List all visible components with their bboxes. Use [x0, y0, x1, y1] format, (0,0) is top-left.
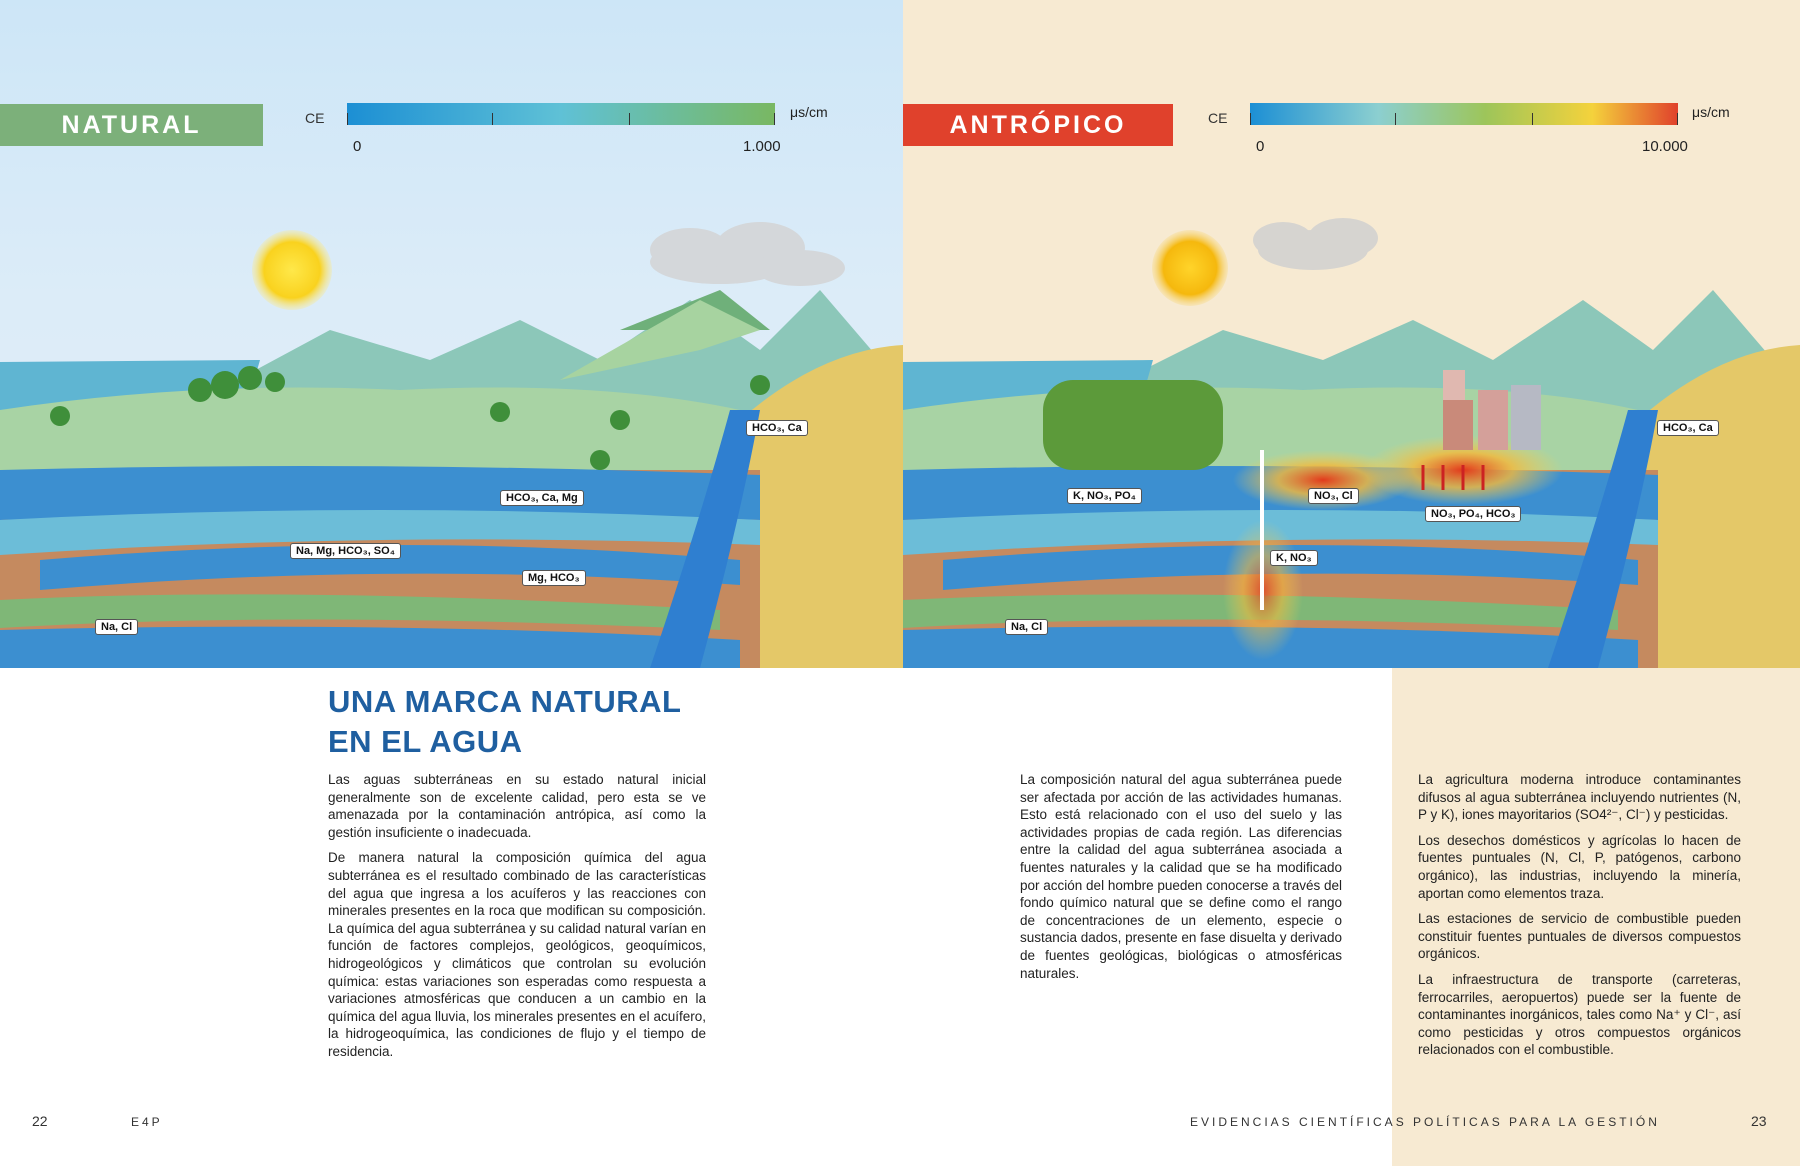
- sun-icon: [252, 230, 332, 310]
- paragraph: Las estaciones de servicio de combustible pueden constituir fuentes puntuales de diversos compuestos orgánicos.: [1418, 911, 1741, 962]
- natural-tag: NATURAL: [0, 104, 263, 146]
- ion-label-k-no3: K, NO₃: [1270, 550, 1318, 566]
- natural-ce-scale-bar: [347, 103, 775, 125]
- article-column-1: [328, 771, 706, 1069]
- ce-label: CE: [305, 110, 325, 126]
- paragraph: La infraestructura de transporte (carreteras, ferrocarriles, aeropuertos) puede ser la fuente de contaminantes inorgánicos, tales como Na⁺ y Cl⁻, así como pesticidas y otros compuestos orgánicos relacionados con el combustible.: [1418, 971, 1741, 1058]
- well-icon: [1260, 450, 1264, 610]
- ion-label-hco3-ca: HCO₃, Ca: [746, 420, 808, 436]
- footer-publication-title: EVIDENCIAS CIENTÍFICAS POLÍTICAS PARA LA GESTIÓN: [1190, 1115, 1660, 1129]
- natural-scale-min: 0: [353, 138, 362, 155]
- paragraph: De manera natural la composición química del agua subterránea es el resultado combinado de las características del agua que ingresa a los acuíferos y las reacciones con minerales presentes en la roca que modifican su composición. La química del agua subterránea y su calidad natural varían en función de factores complejos, geológicos, geoquímicos, hidrogeológicos y climáticos que controlan su evolución química: estas variaciones son esperadas como respuesta a variaciones atmosféricas que conducen a un cambio en la química del agua lluvia, los minerales presentes en el acuífero, la hidrogeoquímica, las condiciones de flujo y el tiempo de residencia.: [328, 850, 706, 1059]
- cloud-icon: [1253, 218, 1378, 270]
- natural-illustration-panel: [0, 0, 903, 668]
- article-column-3: [1418, 771, 1741, 1067]
- ion-label-hco3-ca: HCO₃, Ca: [1657, 420, 1719, 436]
- crops-icon: [1043, 380, 1223, 470]
- article-title-line2: EN EL AGUA: [328, 724, 523, 759]
- paragraph: Las aguas subterráneas en su estado natural inicial generalmente son de excelente calidad, pero esta se ve amenazada por la contaminación antrópica, así como la gestión insuficiente o inadecuada.: [328, 772, 706, 840]
- ion-label-na-cl: Na, Cl: [95, 619, 138, 635]
- ce-label: CE: [1208, 110, 1228, 126]
- page-number-right: 23: [1751, 1113, 1767, 1129]
- antropico-tag: ANTRÓPICO: [903, 104, 1173, 146]
- article-title-line1: UNA MARCA NATURAL: [328, 684, 682, 719]
- cloud-icon: [650, 222, 845, 286]
- ion-label-na-mg-hco3-so4: Na, Mg, HCO₃, SO₄: [290, 543, 401, 559]
- ion-label-no3-cl: NO₃, Cl: [1308, 488, 1359, 504]
- antropico-ce-scale-bar: [1250, 103, 1678, 125]
- paragraph: La agricultura moderna introduce contaminantes difusos al agua subterránea incluyendo nutrientes (N, P y K), iones mayoritarios (SO4²⁻, Cl⁻) y pesticidas.: [1418, 772, 1741, 823]
- article-title: [328, 682, 748, 762]
- antropico-illustration-panel: [903, 0, 1800, 668]
- page-number-left: 22: [32, 1113, 48, 1129]
- ion-label-na-cl: Na, Cl: [1005, 619, 1048, 635]
- article-column-2: [1020, 771, 1342, 990]
- paragraph: La composición natural del agua subterránea puede ser afectada por acción de las actividades humanas. Esto está relacionado con el uso del suelo y las actividades propias de cada región. Las diferencias entre la calidad del agua subterránea asociada a fuentes naturales y la calidad que se ha modificado por acción del hombre pueden conocerse a través del fondo químico natural que se define como el rango de concentraciones de un elemento, especie o sustancia dados, presente en fase disuelta y derivado de fuentes geológicas, biológicas o atmosféricas naturales.: [1020, 772, 1342, 981]
- ion-label-no3-po4-hco3: NO₃, PO₄, HCO₃: [1425, 506, 1521, 522]
- sun-icon: [1152, 230, 1228, 306]
- antropico-scale-max: 10.000: [1642, 138, 1688, 155]
- antropico-scale-min: 0: [1256, 138, 1265, 155]
- ion-label-hco3-ca-mg: HCO₃, Ca, Mg: [500, 490, 584, 506]
- ion-label-mg-hco3: Mg, HCO₃: [522, 570, 586, 586]
- footer-brand: E4P: [131, 1115, 163, 1129]
- paragraph: Los desechos domésticos y agrícolas lo hacen de fuentes puntuales (N, Cl, P, patógenos, carbono orgánico), las industrias, incluyendo la minería, aportan como elementos traza.: [1418, 832, 1741, 901]
- ion-label-k-no3-po4: K, NO₃, PO₄: [1067, 488, 1142, 504]
- antropico-unit-label: μs/cm: [1692, 104, 1730, 120]
- antropico-landscape-illustration: [903, 0, 1800, 668]
- natural-landscape-illustration: [0, 0, 903, 668]
- natural-scale-max: 1.000: [743, 138, 781, 155]
- natural-unit-label: μs/cm: [790, 104, 828, 120]
